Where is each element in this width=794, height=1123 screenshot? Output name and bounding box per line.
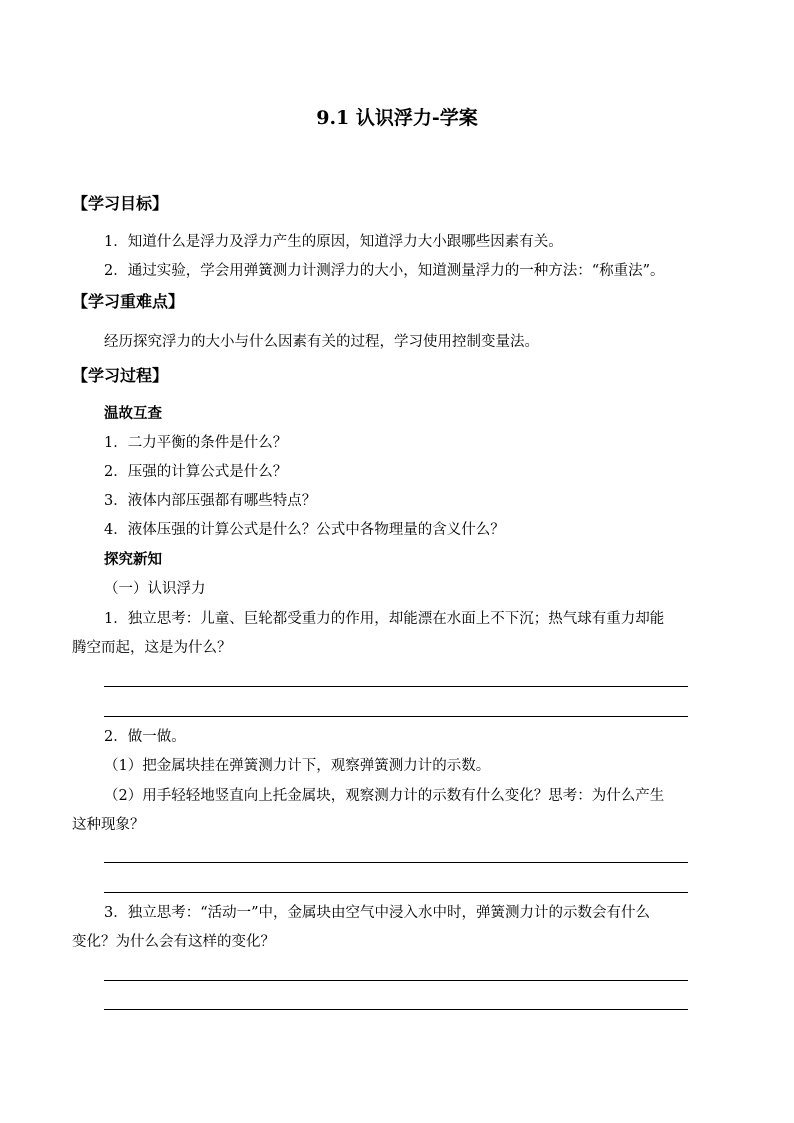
- key-points-text: 经历探究浮力的大小与什么因素有关的过程，学习使用控制变量法。: [104, 334, 539, 350]
- review-item-3: 3．液体内部压强都有哪些特点？: [104, 493, 317, 509]
- answer-line: [104, 862, 688, 863]
- question-2-step-2-line-1: （2）用手轻轻地竖直向上托金属块，观察测力计的示数有什么变化？思考：为什么产生: [104, 788, 665, 804]
- review-item-1: 1．二力平衡的条件是什么？: [104, 435, 288, 451]
- question-2: 2．做一做。: [104, 729, 186, 745]
- review-subheading: 温故互查: [104, 405, 162, 422]
- question-1-line-2: 腾空而起，这是为什么？: [72, 640, 232, 656]
- explore-part-1: （一）认识浮力: [104, 581, 206, 597]
- question-2-step-2-line-2: 这种现象？: [72, 817, 145, 833]
- question-2-step-1: （1）把金属块挂在弹簧测力计下，观察弹簧测力计的示数。: [104, 758, 491, 774]
- question-1-line-1: 1．独立思考：儿童、巨轮都受重力的作用，却能漂在水面上不下沉；热气球有重力却能: [104, 611, 665, 627]
- answer-line: [104, 892, 688, 893]
- answer-line: [104, 716, 688, 717]
- section-heading-objectives: 【学习目标】: [72, 194, 169, 213]
- section-heading-key-points: 【学习重难点】: [72, 292, 185, 311]
- answer-line: [104, 980, 688, 981]
- question-3-line-1: 3．独立思考：“活动一”中，金属块由空气中浸入水中时，弹簧测力计的示数会有什么: [104, 905, 651, 921]
- question-3-line-2: 变化？为什么会有这样的变化？: [72, 934, 275, 950]
- section-heading-process: 【学习过程】: [72, 366, 169, 385]
- review-item-4: 4．液体压强的计算公式是什么？公式中各物理量的含义什么？: [104, 522, 505, 538]
- explore-subheading: 探究新知: [104, 551, 162, 568]
- page-title: 9.1 认识浮力-学案: [316, 107, 478, 129]
- objective-item-2: 2．通过实验，学会用弹簧测力计测浮力的大小，知道测量浮力的一种方法：“称重法”。: [104, 263, 665, 279]
- answer-line: [104, 686, 688, 687]
- answer-line: [104, 1009, 688, 1010]
- review-item-2: 2．压强的计算公式是什么？: [104, 464, 288, 480]
- objective-item-1: 1．知道什么是浮力及浮力产生的原因，知道浮力大小跟哪些因素有关。: [104, 234, 563, 250]
